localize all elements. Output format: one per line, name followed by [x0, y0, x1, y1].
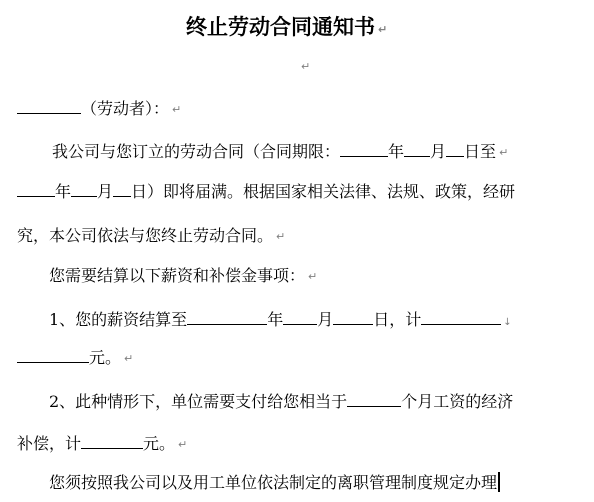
compensation-line-1: [49, 391, 513, 412]
resignation-procedure-line[interactable]: [49, 472, 500, 493]
salary-amount-blank-cont: [17, 347, 89, 363]
start-day-blank: [446, 141, 464, 157]
addressee-line: [17, 98, 181, 121]
compensation-text: 2、此种情形下，单位需要支付给您相当于: [49, 392, 348, 411]
compensation-total-label: 补偿，计: [17, 434, 82, 453]
year-label: 年: [55, 182, 72, 201]
compensation-amount-blank: [81, 433, 143, 449]
document-title: [186, 14, 387, 44]
day-total-label: 日，计: [373, 310, 422, 329]
salary-date-year-blank: [187, 309, 267, 325]
salary-line-1: [49, 309, 512, 333]
addressee-suffix: （劳动者）：: [81, 99, 170, 118]
month-label: 月: [97, 182, 114, 201]
paragraph-mark-icon: ↵: [499, 146, 509, 159]
salary-date-day-blank: [333, 309, 373, 325]
paragraph-mark-icon: ↵: [178, 438, 188, 451]
paragraph-mark-icon: ↵: [308, 270, 318, 283]
day-to-label: 日至: [464, 142, 497, 161]
contract-term-line-1: [52, 141, 508, 164]
compensation-months-blank: [347, 391, 401, 407]
end-day-blank: [113, 181, 131, 197]
paragraph-mark-icon: ↵: [301, 60, 311, 73]
compensation-line-2: [17, 433, 187, 456]
start-month-blank: [404, 141, 430, 157]
text-cursor: [498, 472, 500, 492]
month-label: 月: [317, 310, 334, 329]
paragraph-mark-icon: ↵: [172, 103, 182, 116]
year-label: 年: [267, 310, 284, 329]
title-text: 终止劳动合同通知书: [186, 14, 375, 39]
line-break-mark-icon: ↓: [503, 317, 512, 328]
paragraph-mark-icon: ↵: [378, 23, 388, 36]
currency-unit: 元。: [89, 348, 122, 367]
salary-amount-blank: [421, 309, 501, 325]
contract-intro-text: 我公司与您订立的劳动合同（合同期限：: [52, 142, 341, 161]
settlement-heading-text: 您需要结算以下薪资和补偿金事项：: [49, 266, 306, 285]
termination-text: 究，本公司依法与您终止劳动合同。: [17, 226, 274, 245]
year-label: 年: [388, 142, 405, 161]
paragraph-mark-icon: ↵: [124, 352, 134, 365]
start-year-blank: [340, 141, 388, 157]
settlement-heading-line: [49, 266, 317, 288]
salary-text: 1、您的薪资结算至: [49, 310, 188, 329]
salary-date-month-blank: [283, 309, 317, 325]
addressee-blank: [17, 98, 81, 114]
end-month-blank: [71, 181, 97, 197]
contract-expiry-text: 日）即将届满。根据国家相关法律、法规、政策，经研: [131, 182, 516, 201]
currency-unit: 元。: [143, 434, 176, 453]
month-label: 月: [430, 142, 447, 161]
compensation-months-text: 个月工资的经济: [401, 392, 514, 411]
end-year-blank: [17, 181, 55, 197]
contract-term-line-2: [17, 181, 515, 202]
paragraph-mark-icon: ↵: [276, 230, 286, 243]
resignation-procedure-text: 您须按照我公司以及用工单位依法制定的离职管理制度规定办理: [49, 473, 498, 492]
termination-line: [17, 226, 285, 248]
salary-line-2: [17, 347, 133, 370]
